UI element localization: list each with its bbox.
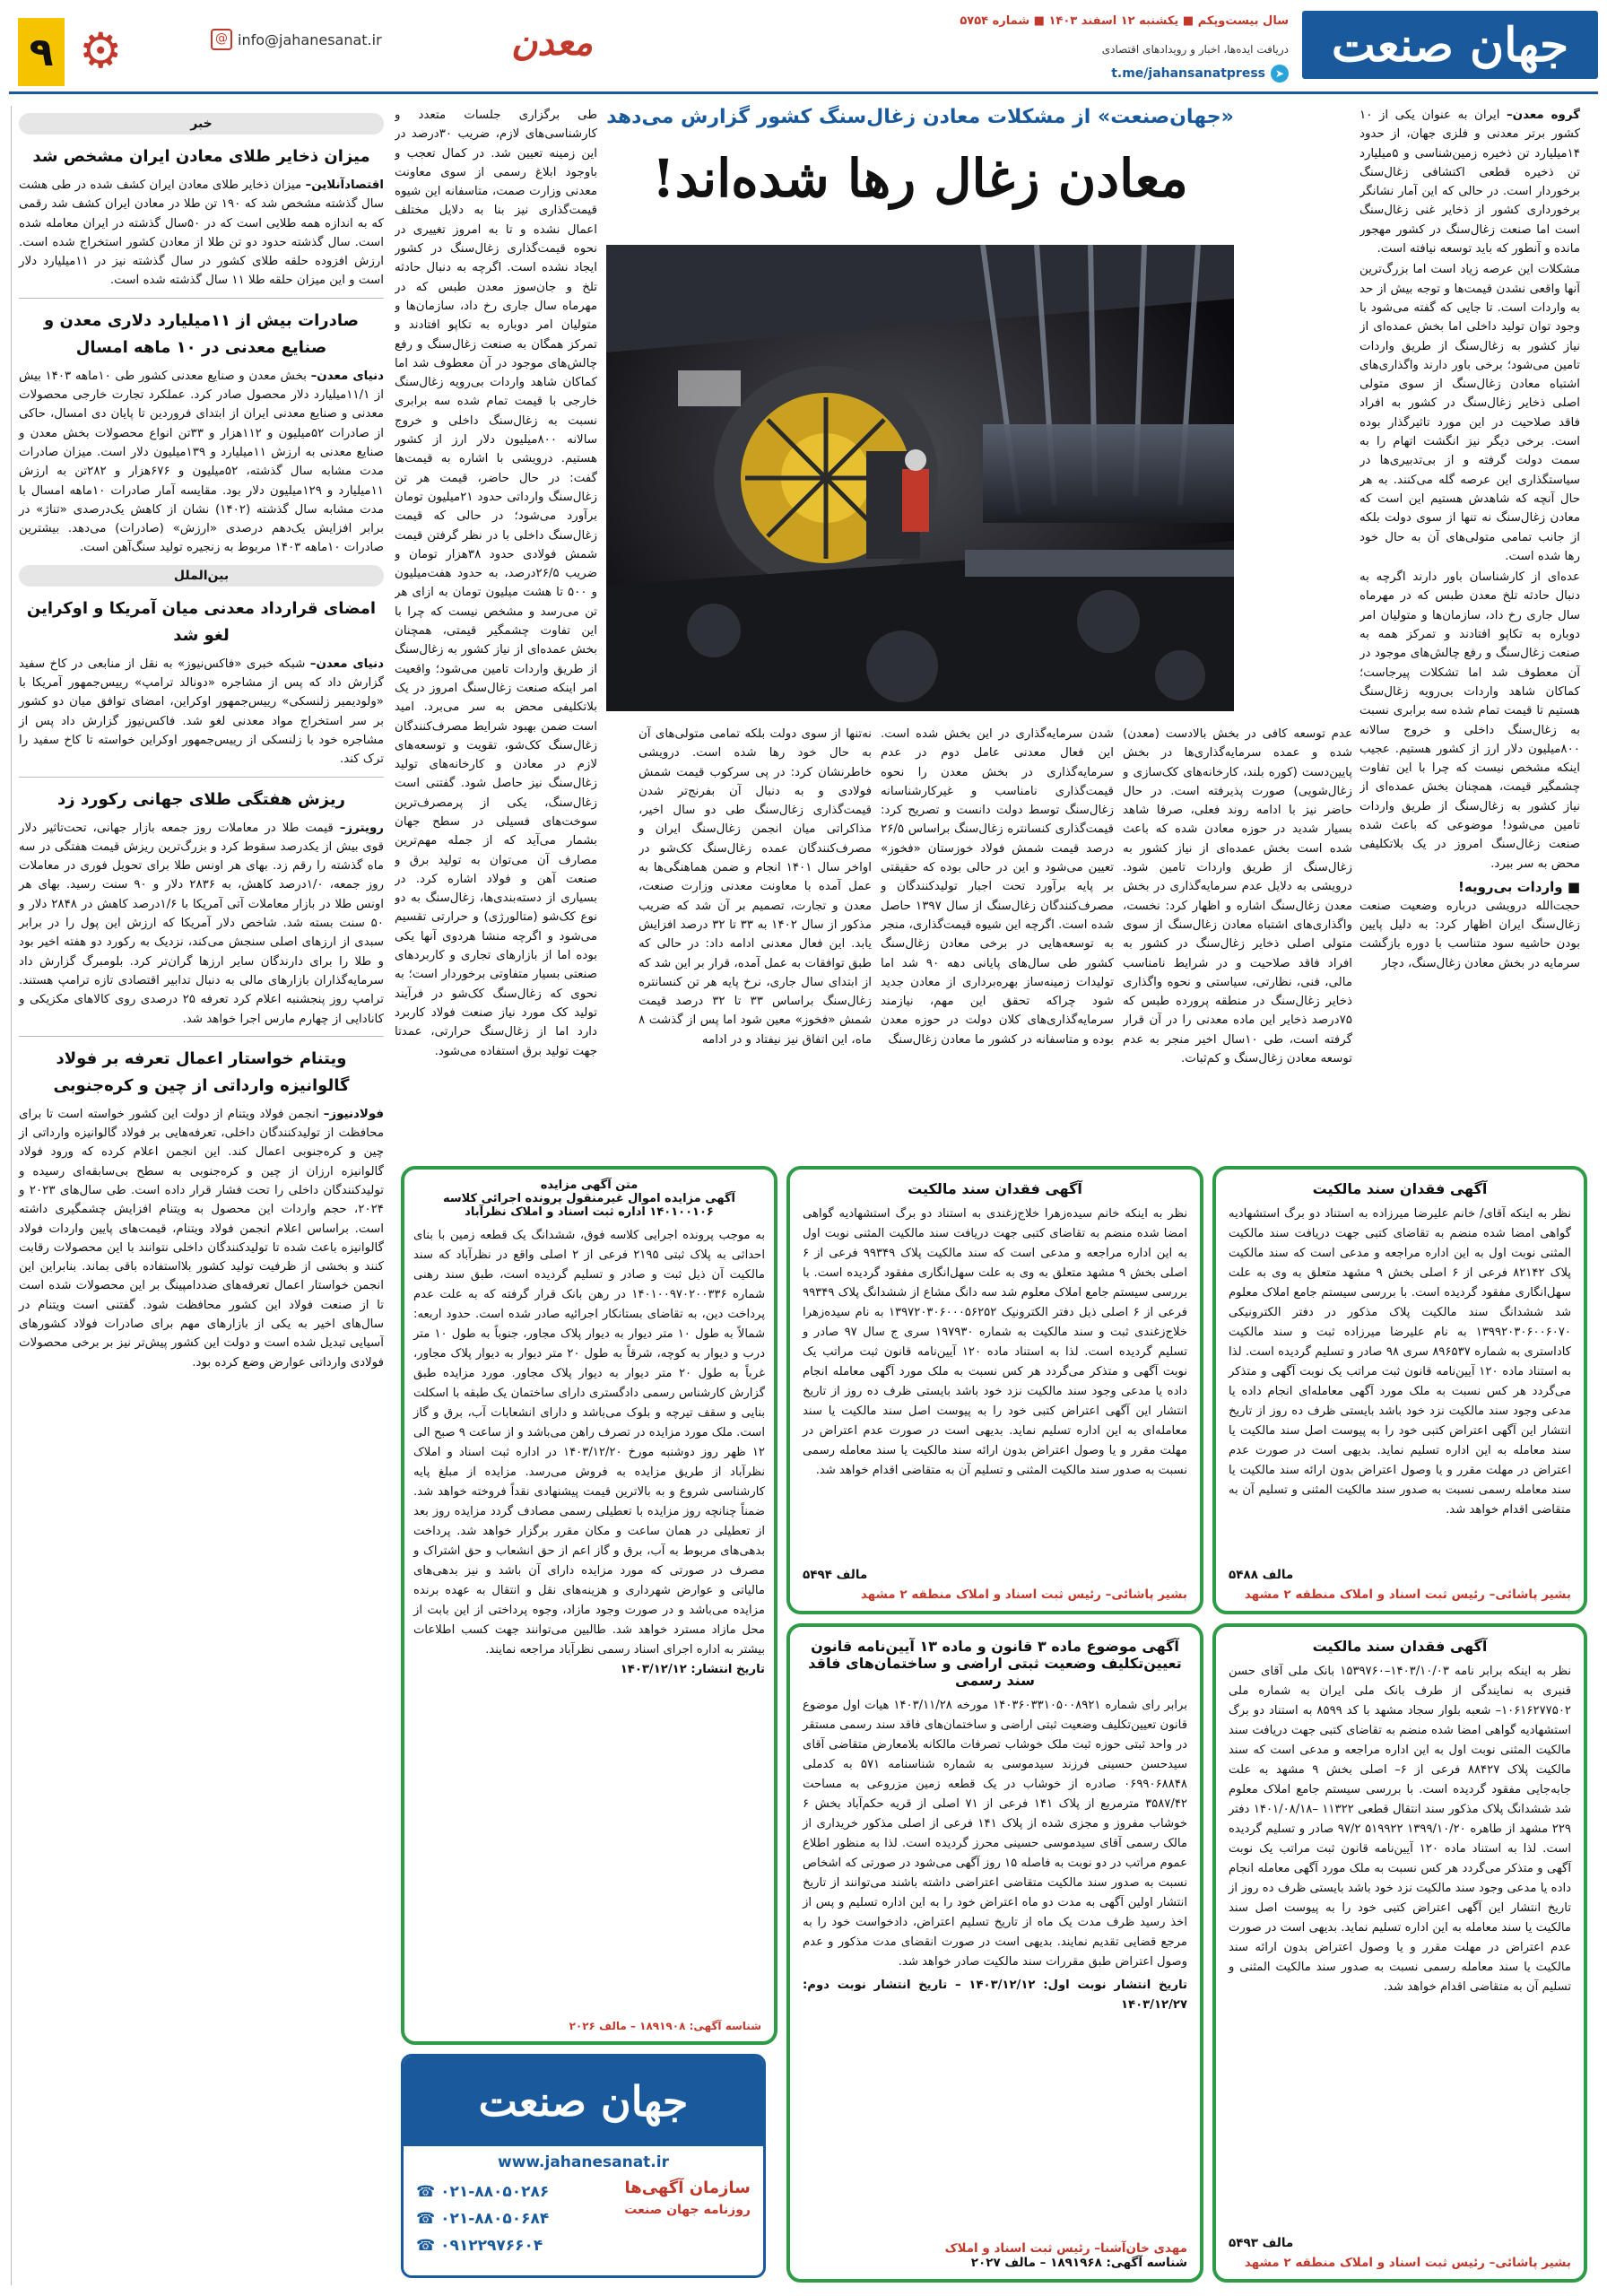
promo-label: روزنامه جهان صنعت (624, 2203, 751, 2217)
section-label-international: بین‌الملل (19, 565, 384, 587)
ad-number: شناسه آگهی: ۱۸۹۱۹۰۸ – مالف ۲۰۲۶ (569, 2020, 761, 2032)
news-title: میزان ذخایر طلای معادن ایران مشخص شد (32, 147, 370, 166)
article-column-2: عدم توسعه کافی در بخش بالادست (معدن) شده و عمده سرمایه‌گذاری‌ها در بخش پایین‌دست (کوره بلند، کارخانه‌های کک‌سازی و زغال‌شویی) صورت پذیرفته است. در حال حاضر نیز با ادامه روند فعلی، صرفا شاهد بسیار شدید در حوزه معادن شده که باعث شده است بخش عمده‌ای از نیاز کشور به زغال‌سنگ از طریق واردات تامین شود. درویشی به دلایل عدم سرمایه‌گذاری در بخش معدن زغال‌سنگ اشاره و اظهار کرد: نخست، واگذاری‌های اشتباه معادن زغال‌سنگ از سوی متولی اصلی ذخایر زغال‌سنگ در کشور به افراد فاقد صلاحیت و در شرایط نامناسب مالی، فنی، نظارتی، سیاستی و نحوه واگذاری ذخایر زغال‌سنگ در منطقه پرورده طبس که ۷۵درصد ذخایر این ماده معدنی را در آن قرار گرفته است، طی ۱۰سال اخیر منجر به عدم توسعه معادن زغال‌سنگ و کم‌ثبات. (1123, 727, 1352, 1066)
subscribe-line: دریافت ایده‌ها، اخبار و رویدادهای اقتصادی (1101, 43, 1289, 56)
ad-office-promo (401, 2054, 766, 2278)
ad-date: تاریخ انتشار: ۱۴۰۳/۱۲/۱۲ (620, 1663, 765, 1676)
phone-2[interactable]: ☎ ۰۲۱-۸۸۰۵۰۶۸۴ (416, 2210, 550, 2228)
phone-icon: ☎ (416, 2183, 441, 2201)
ad-number: مالف ۵۴۹۴ (803, 1568, 868, 1582)
ad-title: آگهی فقدان سند مالکیت (908, 1180, 1082, 1197)
email-icon: @ (211, 29, 232, 50)
article-heading (606, 106, 1234, 214)
ad-dates: تاریخ انتشار نوبت اول: ۱۴۰۳/۱۲/۱۲ – تاریخ انتشار نوبت دوم: ۱۴۰۳/۱۲/۲۷ (803, 1979, 1187, 2012)
ad-number: شناسه آگهی: ۱۸۹۱۹۶۸ – مالف ۲۰۲۷ (970, 2256, 1187, 2270)
ad-title: آگهی فقدان سند مالکیت (1312, 1638, 1488, 1655)
news-title: صادرات بیش از ۱۱میلیارد دلاری معدن و صنایع معدنی در ۱۰ ماهه امسال (44, 310, 359, 357)
ad-signature: مهدی خان‌آشنا– رئیس ثبت اسناد و املاک (944, 2241, 1187, 2256)
phone-3[interactable]: ☎ ۰۹۱۲۲۹۷۶۶۰۴ (416, 2237, 543, 2255)
phone-1[interactable]: ☎ ۰۲۱-۸۸۰۵۰۲۸۶ (416, 2183, 550, 2201)
masthead (9, 9, 1598, 94)
issue-info: سال بیست‌وپکم ■ یکشنبه ۱۲ اسفند ۱۴۰۳ ■ شماره ۵۷۵۴ (960, 14, 1289, 28)
telegram-icon: ➤ (1271, 65, 1289, 83)
ad-header: متن آگهی مزایده (540, 1178, 638, 1192)
ad-number: مالف ۵۴۹۳ (1229, 2236, 1294, 2250)
ad-lost-deed-2: آگهی فقدان سند مالکیت نظر به اینکه خانم سیده‌زهرا خلاج‌زغندی به استناد دو برگ استشهادیه گواهی امضا شده منضم به تقاضای کتبی جهت دریافت سند مالکیت المثنی نوبت اول به این اداره مراجعه و مدعی است که سند مالکیت پلاک ۹۹۳۴۹ فرعی از ۶ اصلی بخش ۹ مشهد متعلق به وی به علت سهل‌انگاری مفقود گردیده است. با بررسی سیستم جامع املاک معلوم شد سه دانگ مشاع از ششدانگ پلاک ۹۹۳۴۹ فرعی از ۶ اصلی ذیل دفتر الکترونیک ۱۳۹۷۲۰۳۰۶۰۰۰۵۶۲۵۲ به نام سیده‌زهرا خلاج‌زغندی ثبت و سند مالکیت به شماره ۱۹۷۹۳۰ سری ج سال ۹۷ صادر و تسلیم گردیده است. لذا به استناد ماده ۱۲۰ آیین‌نامه قانون ثبت مراتب یک نوبت آگهی و متذکر می‌گردد هر کس نسبت به ملک مورد آگهی معامله انجام داده یا مدعی وجود سند مالکیت نزد خود باشد بایستی ظرف ده روز از تاریخ انتشار این آگهی اعتراض کتبی خود را به پیوست اصل سند مالکیت یا سند معامله‌ای به این اداره تسلیم نماید. بدیهی است در صورت عدم اعتراض در مهلت مقرر و یا وصول اعتراض بدون ارائه سند مالکیت یا سند معامله رسمی نسبت به صدور سند مالکیت المثنی و تسلیم آن به متقاضی اقدام خواهد شد. مالف ۵۴۹۴ بشیر پاشائی– رئیس ثبت اسناد و املاک منطقه ۲ مشهد (786, 1166, 1203, 1614)
promo-label: سازمان آگهی‌ها (624, 2179, 751, 2197)
subheading-imports: ■ واردات بی‌رویه! (1458, 878, 1580, 895)
ad-land-registration: آگهی موضوع ماده ۳ قانون و ماده ۱۳ آیین‌نامه قانون تعیین‌تکلیف وضعیت ثبتی اراضی و ساختمان‌های فاقد سند رسمی برابر رای شماره ۱۴۰۳۶۰۳۳۱۰۵۰۰۸۹۲۱ مورخه ۱۴۰۳/۱۱/۲۸ هیات اول موضوع قانون تعیین‌تکلیف وضعیت ثبتی اراضی و ساختمان‌های فاقد سند رسمی مستقر در واحد ثبتی حوزه ثبت ملک خوشاب تصرفات مالکانه بلامعارض متقاضی آقای سیدحسن حسینی فرزند سیدموسی به شماره شناسنامه ۵۷۱ به کدملی ۰۶۹۹۰۶۸۸۴۸ صادره از خوشاب در یک قطعه زمین مزروعی به مساحت ۳۵۸۷/۴۲ مترمربع از پلاک ۱۴۱ فرعی از ۷۱ اصلی از قریه حکم‌آباد بخش ۶ خوشاب مفروز و مجزی شده از پلاک ۱۴۱ فرعی از اصلی مذکور خریداری از مالک رسمی آقای سیدموسی حسینی محرز گردیده است. لذا به منظور اطلاع عموم مراتب در دو نوبت به فاصله ۱۵ روز آگهی می‌شود در صورتی که اشخاص نسبت به صدور سند مالکیت متقاضی اعتراضی داشته باشند می‌توانند از تاریخ انتشار اولین آگهی به مدت دو ماه اعتراض خود را به این اداره تسلیم و پس از اخذ رسید ظرف مدت یک ماه از تاریخ تسلیم اعتراض، دادخواست خود را به مرجع قضایی تقدیم نمایند. بدیهی است در صورت انقضای مدت مذکور و عدم وصول اعتراض طبق مقررات سند مالکیت صادر خواهد شد. تاریخ انتشار نوبت اول: ۱۴۰۳/۱۲/۱۲ – تاریخ انتشار نوبت دوم: ۱۴۰۳/۱۲/۲۷ مهدی خان‌آشنا– رئیس ثبت اسناد و املاک شناسه آگهی: ۱۸۹۱۹۶۸ – مالف ۲۰۲۷ (786, 1623, 1203, 2283)
page-number: ۹ (18, 18, 65, 86)
news-title: ریزش هفتگی طلای جهانی رکورد زد (57, 789, 345, 809)
ad-lost-deed-1: آگهی فقدان سند مالکیت نظر به اینکه آقای/ خانم علیرضا میرزاده به استناد دو برگ استشهادیه گواهی امضا شده منضم به تقاضای کتبی جهت دریافت سند مالکیت المثنی نوبت اول به این اداره مراجعه و مدعی است که سند مالکیت پلاک ۸۲۱۴۲ فرعی از ۶ اصلی بخش ۹ مشهد متعلق به وی به علت سهل‌انگاری مفقود گردیده است. با بررسی سیستم جامع املاک معلوم شد ششدانگ سند مالکیت پلاک مذکور در دفتر الکترونیکی ۱۳۹۹۲۰۳۰۶۰۰۶۰۷۰ به نام علیرضا میرزاده ثبت و سند مالکیت کاداستری به شماره ۸۹۶۵۳۷ سری ۹۸ صادر و تسلیم گردیده است. لذا به استناد ماده ۱۲۰ آیین‌نامه قانون ثبت مراتب یک نوبت آگهی و متذکر می‌گردد هر کس نسبت به ملک مورد آگهی معامله‌ای انجام داده یا مدعی وجود سند مالکیت نزد خود باشد بایستی ظرف ده روز از تاریخ انتشار این آگهی اعتراض کتبی خود را به پیوست اصل سند مالکیت یا سند معامله به این اداره تسلیم نماید. بدیهی است در صورت عدم اعتراض در مهلت مقرر و یا وصول اعتراض بدون ارائه سند مالکیت یا سند معامله رسمی نسبت به صدور سند مالکیت المثنی و تسلیم آن به متقاضی اقدام خواهد شد. مالف ۵۴۸۸ بشیر پاشائی– رئیس ثبت اسناد و املاک منطقه ۲ مشهد (1212, 1166, 1587, 1614)
ad-signature: بشیر پاشائی– رئیس ثبت اسناد و املاک منطقه ۲ مشهد (1244, 1587, 1571, 1602)
article-column-5: طی برگزاری جلسات متعدد و کارشناسی‌های لازم، ضریب ۳۰درصد در این زمینه تعیین شد. در کمال تعجب و باوجود ابلاغ رسمی از سوی معاونت معدنی وزارت صمت، متاسفانه این شیوه قیمت‌گذاری نیز بنا به دلایل مختلف اعمال نشده و تا به امروز تغییری در نحوه قیمت‌گذاری زغال‌سنگ در کشور ایجاد نشده است. اگرچه به دنبال حادثه تلخ و جان‌سوز معدن طبس که در مهرماه سال جاری رخ داد، سازمان‌ها و متولیان امر دوباره به تکاپو افتادند و تمرکز همگان به صنعت زغال‌سنگ و رفع چالش‌های موجود در آن معطوف شد اما کماکان شاهد واردات بی‌رویه زغال‌سنگ خارجی با قیمت تمام شده سه برابری نسبت به زغال‌سنگ داخلی و خروج سالانه ۸۰۰میلیون دلار ارز از کشور هستیم. درویشی با اشاره به قیمت‌ها گفت: در حال حاضر، قیمت هر تن زغال‌سنگ وارداتی حدود ۲۱میلیون تومان برآورد می‌شود؛ در حالی که قیمت زغال‌سنگ داخلی با در نظر گرفتن قیمت شمش فولادی حدود ۳۸هزار تومان و ضریب ۲۶/۵درصد، به حدود هفت‌میلیون و ۵۰۰ تا هشت میلیون تومان به ازای هر تن می‌رسد و مشخص نیست که چرا با این تفاوت چشمگیر قیمتی، همچنان بخش عمده‌ای از نیاز کشور به زغال‌سنگ از طریق واردات تامین می‌شود؛ واقعیت امر اینکه صنعت زغال‌سنگ امروز در یک بلاتکلیفی محض به سر می‌برد. امید است ضمن بهبود شرایط مصرف‌کنندگان زغال‌سنگ کک‌شو، تقویت و توسعه‌های لازم در معادن و کارخانه‌های تولید زغال‌سنگ نیز حاصل شود. گفتنی است زغال‌سنگ، یکی از پرمصرف‌ترین سوخت‌های فسیلی در سطح جهان بشمار می‌آید که از جمله مهم‌ترین مصارف آن می‌توان به تولید برق و صنعت آهن و فولاد اشاره کرد. در بسیاری از دسته‌بندی‌ها، زغال‌سنگ به دو نوع کک‌شو (متالورژی) و حرارتی تقسیم می‌شود و اگرچه منشا هردوی آنها یکی بوده اما از بازارهای تجاری و کاربردهای صنعتی بسیار متفاوتی برخوردار است؛ به نحوی که زغال‌سنگ کک‌شو در فرآیند تولید کک مورد نیاز صنعت فولاد کاربرد دارد اما از زغال‌سنگ حرارتی، عمدتا جهت تولید برق استفاده می‌شود. (395, 109, 597, 1058)
phone-icon: ☎ (416, 2237, 441, 2255)
news-sidebar: خبر میزان ذخایر طلای معادن ایران مشخص شد اقتصادآنلاین– میزان ذخایر طلای معادن ایران کشف شده در طی هشت سال گذشته مشخص شد که ۱۹۰ تن طلا در معادن ایران کشف شد رقمی که به اندازه همه طلایی است که در ۵۰سال گذشته در ایران معامله شده است. سال گذشته حدود دو تن طلا از معادن کشور استخراج شده است. ارزش افزوده حلقه طلای کشور در سال گذشته نیز در ۱۱میلیارد دلار است و این میزان حلقه طلا ۱۱ سال گذشته شده است. صادرات بیش از ۱۱میلیارد دلاری معدن و صنایع معدنی در ۱۰ ماهه امسال دنیای معدن– بخش معدن و صنایع معدنی کشور طی ۱۰ماهه ۱۴۰۳ بیش از ۱۱/۱میلیارد دلار محصول صادر کرد. عملکرد تجارت خارجی محصولات معدنی و صنایع معدنی ایران از ابتدای فروردین تا پایان دی امسال، حاکی از صادرات ۵۲میلیون و ۱۱۲هزار و ۳۳تن انواع محصولات بخش معدن و صنایع معدنی به ارزش ۱۱میلیارد و ۱۳۹میلیون دلار است. میزان صادرات مدت مشابه سال گذشته، ۵۲میلیون و ۶۷۶هزار و ۲۸۲تن به ارزش ۱۱میلیارد و ۱۲۹میلیون دلار بود. مقایسه آمار صادرات ۱۰ماهه امسال با مدت مشابه سال گذشته (۱۴۰۲) نشان از کاهش یک‌درصدی «تناژ» در برابر افزایش یک‌دهم درصدی «ارزش» (صادرات) می‌دهد. بیشترین صادرات ۱۰ماهه ۱۴۰۳ مربوط به زنجیره تولید سنگ‌آهن است. بین‌الملل امضای قرارداد معدنی میان آمریکا و اوکراین لغو شد دنیای معدن– شبکه خبری «فاکس‌نیوز» به نقل از منابعی در کاخ سفید گزارش داد که پس از مشاجره «دونالد ترامپ» رییس‌جمهور آمریکا با «ولودیمیر زلنسکی» رییس‌جمهور اوکراین، امضای توافق میان دو کشور بر سر استخراج مواد معدنی لغو شد. فاکس‌نیوز گزارش داد پس از مشاجره خود با زلنسکی از رییس‌جمهور اوکراین خواسته تا کاخ سفید را ترک کند. ریزش هفتگی طلای جهانی رکورد زد رویترز– قیمت طلا در معاملات روز جمعه بازار جهانی، تحت‌تاثیر دلار قوی بیش از یکدرصد سقوط کرد و بزرگ‌ترین ریزش قیمت هفتگی در سه ماه گذشته را رقم زد. بهای هر اونس طلا برای تحویل فوری در معاملات روز جمعه، ۱/۰درصد کاهش، به ۲۸۳۶ دلار و ۹۰ سنت رسید. بهای هر اونس طلا در بازار معاملات آتی آمریکا با ۱/۶درصد کاهش در ۲۸۴۸ دلار و ۵۰ سنت بسته شد. شاخص دلار آمریکا که ارزش این پول را در برابر سبدی از ارزهای اصلی سنجش می‌کند، نزدیک به رکورد دو هفته اخیر بود و طلا را برای دارندگان سایر ارزها گران‌تر کرد. بلومبرگ گزارش داد سرمایه‌گذاران بازارهای مالی به دنبال تدابیر اقتصادی تازه ترامپ هستند. ترامپ روز پنجشنبه اعلام کرد تعرفه ۲۵ درصدی روی کالاهای مکزیکی و کانادایی از چهارم مارس اجرا خواهد شد. ویتنام خواستار اعمال تعرفه بر فولاد گالوانیزه وارداتی از چین و کره‌جنوبی فولادنیوز– انجمن فولاد ویتنام از دولت این کشور خواسته است تا برای محافظت از تولیدکنندگان داخلی، تعرفه‌هایی بر فولاد گالوانیزه وارداتی از چین و کره‌جنوبی اعمال کند. این انجمن اعلام کرده که ورود فولاد گالوانیزه ارزان از چین و کره‌جنوبی به سطح بی‌سابقه‌ای رسیده و تولیدکنندگان داخلی را تحت فشار قرار داده است. طی سال‌های ۲۰۲۳ و ۲۰۲۴، حجم واردات این محصول به ویتنام افزایش چشمگیری داشته است. براساس اعلام انجمن فولاد ویتنام، قیمت‌های پایین واردات فولاد گالوانیزه باعث شده تا تولیدکنندگان داخلی نتوانند با این محصولات رقابت کنند و بخشی از ظرفیت تولید کشور بلااستفاده باقی بماند. بنابراین این انجمن خواستار اعمال تعرفه‌های ضددامپینگ بر این محصولات شده است تا از صنعت فولاد این کشور محافظت شود. گفتنی است ویتنام در سال‌های اخیر به یکی از بازارهای مهم برای صادرات فولاد کشورهای آسیایی تبدیل شده است و دولت این کشور پیش‌تر نیز بر برخی محصولات فولادی وارداتی عوارض وضع کرده بود. (11, 106, 384, 2285)
phone-icon: ☎ (416, 2210, 441, 2228)
article-kicker: «جهان‌صنعت» از مشکلات معادن زغال‌سنگ کشور گزارش می‌دهد (606, 106, 1234, 128)
ad-title: آگهی مزایده اموال غیرمنقول پرونده اجرائی کلاسه ۱۴۰۱۰۰۱۰۶ اداره ثبت اسناد و املاک نظرآباد (443, 1192, 735, 1219)
mine-illustration (606, 245, 1234, 711)
ad-title: آگهی موضوع ماده ۳ قانون و ماده ۱۳ آیین‌نامه قانون تعیین‌تکلیف وضعیت ثبتی اراضی و ساختمان‌های فاقد سند رسمی (808, 1638, 1182, 1689)
article-column-4: نه‌تنها از سوی دولت بلکه تمامی متولی‌های آن به حال خود رها شده است. درویشی خاطرنشان کرد: در پی سرکوب قیمت شمش فولادی و به دنبال آن بفرنج‌تر شدن قیمت‌گذاری زغال‌سنگ طی دو سال اخیر، مذاکراتی میان انجمن زغال‌سنگ ایران و مصرف‌کنندگان عمده زغال‌سنگ کک‌شو در اواخر سال ۱۴۰۱ انجام و ضمن هماهنگی‌ها به عمل آمده با معاونت معدنی وزارت صنعت، معدن و تجارت، تصمیم بر آن شد که ضریب مذکور از سال ۱۴۰۲ به ۳۳ تا ۳۲ درصد افزایش یابد. این فعال معدنی ادامه داد: در حالی که طبق توافقات به عمل آمده، قرار بر این شد که از ابتدای سال جاری، نرخ پایه هر تن کنسانتره زغال‌سنگ براساس ۳۳ تا ۳۲ درصد قیمت شمش «فخوز» معین شود اما پس از گذشت ۸ ماه، این اتفاق نیز نیفتاد و در ادامه (638, 727, 872, 1047)
ad-signature: بشیر پاشائی– رئیس ثبت اسناد و املاک منطقه ۲ مشهد (1244, 2256, 1571, 2270)
ad-number: مالف ۵۴۸۸ (1229, 1568, 1294, 1582)
article-column-1b (1241, 106, 1351, 716)
article-column-1: گروه معدن– ایران به عنوان یکی از ۱۰ کشور برتر معدنی و فلزی جهان، از حدود ۱۴میلیارد تن ذخیره زمین‌شناسی و ۵میلیارد تن ذخیره قطعی اکتشافی زغال‌سنگ برخوردار است. در حالی که این آمار نشانگر برخورداری کشور از ذخایر غنی زغال‌سنگ است اما صنعت زغال‌سنگ در کشور مهجور مانده و آنطور که باید توسعه نیافته است. مشکلات این عرصه زیاد است اما بزرگ‌ترین آنها واقعی نشدن قیمت‌ها و توجه بیش از حد به واردات است. تا جایی که گفته می‌شود با وجود توان تولید داخلی اما بخش عمده‌ای از نیاز کشور به زغال‌سنگ از طریق واردات تامین می‌شود؛ برخی باور دارند واگذاری‌های اشتباه معادن زغال‌سنگ از سوی متولی اصلی ذخایر زغال‌سنگ در کشور به افراد فاقد صلاحیت در این مورد تاثیرگذار بوده است. برخی دیگر نیز انگشت اتهام را به سمت دولت گرفته و از بی‌تدبیری‌ها در سیاستگذاری این عرصه گله می‌کنند. به هر حال آنچه که شاهدش هستیم این است که معادن زغال‌سنگ نه تنها از سوی دولت بلکه از جانب تمامی متولی‌های آن به حال خود رها شده است. عده‌ای از کارشناسان باور دارند اگرچه به دنبال حادثه تلخ معدن طبس که در مهرماه سال جاری رخ داد، سازمان‌ها و متولیان امر دوباره به تکاپو افتادند و تمرکز همه به صنعت زغال‌سنگ و رفع چالش‌های موجود در آن معطوف شد اما تشکلات پیرجاست؛ کماکان شاهد واردات بی‌رویه زغال‌سنگ هستیم تا قیمت تمام شده سه برابری نسبت به زغال‌سنگ داخلی و خروج سالانه ۸۰۰میلیون دلار ارز از کشور هستیم. عجیب اینکه مشخص نیست که چرا با این تفاوت چشمگیر قیمت، همچنان بخش عمده‌ای از نیاز کشور به زغال‌سنگ از طریق واردات تامین می‌شود! موضوعی که باعث شده صنعت زغال‌سنگ امروز در یک بلاتکلیفی محض به سر ببرد. ■ واردات بی‌رویه! حجت‌الله درویشی درباره وضعیت صنعت زغال‌سنگ ایران اظهار کرد: به دلیل پایین بودن حاشیه سود متناسب با دوره بازگشت سرمایه در بخش معادن زغال‌سنگ، دچار (1359, 109, 1580, 970)
promo-website[interactable]: www.jahanesanat.ir (498, 2153, 669, 2171)
coal-mine-photo (606, 245, 1234, 711)
news-title: ویتنام خواستار اعمال تعرفه بر فولاد گالوانیزه وارداتی از چین و کره‌جنوبی (53, 1048, 350, 1095)
article-column-3: شدن سرمایه‌گذاری در این بخش شده است. این فعال معدنی عامل دوم در عدم سرمایه‌گذاری در بخش معدن را نحوه قیمت‌گذاری نامناسب و غیرکارشناسانه زغال‌سنگ توسط دولت دانست و تصریح کرد: قیمت‌گذاری کنسانتره زغال‌سنگ براساس ۲۶/۵ درصد قیمت شمش فولاد خوزستان «فخوز» تعیین می‌شود و این در حالی بوده که حقیقتی بر پایه برآورد تحت اجبار تولیدکنندگان و مصرف‌کنندگان زغال‌سنگ از سال ۱۳۹۷ حاصل شده است. اگرچه این شیوه قیمت‌گذاری، منجر به توسعه‌هایی در برخی معادن زغال‌سنگ کشور طی سال‌های پایانی دهه ۹۰ شد اما تولیدات زمینه‌ساز بهره‌برداری از معادن جدید شود چراکه تحقق این مهم، نیازمند سرمایه‌گذاری‌های کلان دولت در حوزه معدن بوده و متاسفانه در کشور ما معادن زغال‌سنگ (881, 727, 1114, 1047)
gear-icon: ⚙ (79, 22, 123, 79)
news-title: امضای قرارداد معدنی میان آمریکا و اوکراین لغو شد (26, 598, 377, 645)
ad-signature: بشیر پاشائی– رئیس ثبت اسناد و املاک منطقه ۲ مشهد (860, 1587, 1187, 1602)
ad-lost-deed-3: آگهی فقدان سند مالکیت نظر به اینکه برابر نامه ۱۴۰۳/۱۰/۰۳–۱۵۳۹۷۶۰ بانک ملی آقای حسن قنبری به نمایندگی از طرف بانک ملی ایران به شماره ملی ۱۰۶۱۶۲۷۷۵۰۲– شعبه بلوار سجاد مشهد با کد ۸۵۹۹ به استناد دو برگ استشهادیه گواهی امضا شده منضم به تقاضای کتبی جهت دریافت سند مالکیت المثنی نوبت اول به این اداره مراجعه و مدعی است که سند مالکیت پلاک ۸۸۴۲۷ فرعی از ۶– اصلی بخش ۹ مشهد به علت جابه‌جایی مفقود گردیده است. با بررسی سیستم جامع املاک معلوم شد ششدانگ پلاک مذکور سند انتقال قطعی ۱۱۳۲۲ –۱۴۰۱/۰۸/۱۸ دفتر ۲۲۹ مشهد از طاهره ۱۳۹۹/۱۰/۲۰ ۵۱۹۹۲۲ ۹۷/۲ صادر و تسلیم گردیده است. لذا به استناد ماده ۱۲۰ آیین‌نامه قانون ثبت مراتب یک نوبت آگهی و متذکر می‌گردد هر کس نسبت به ملک مورد آگهی معامله انجام داده یا مدعی وجود سند مالکیت نزد خود باشد بایستی ظرف ده روز از تاریخ انتشار این آگهی اعتراض کتبی خود را به پیوست اصل سند مالکیت یا سند معامله به این اداره تسلیم نماید. بدیهی است در صورت عدم اعتراض در مهلت مقرر و یا وصول اعتراض بدون ارائه سند مالکیت یا سند معامله رسمی نسبت به صدور سند مالکیت المثنی و تسلیم آن به متقاضی اقدام خواهد شد. مالف ۵۴۹۳ بشیر پاشائی– رئیس ثبت اسناد و املاک منطقه ۲ مشهد (1212, 1623, 1587, 2283)
ad-title: آگهی فقدان سند مالکیت (1312, 1180, 1488, 1197)
newspaper-logo: جهان صنعت (1302, 11, 1598, 79)
article-headline: معادن زغال رها شده‌اند! (652, 148, 1188, 209)
section-label-news: خبر (19, 113, 384, 135)
email-link[interactable]: info@jahanesanat.ir @ (211, 29, 382, 50)
section-title: معدن (511, 22, 594, 64)
ad-auction: متن آگهی مزایده آگهی مزایده اموال غیرمنقول پرونده اجرائی کلاسه ۱۴۰۱۰۰۱۰۶ اداره ثبت اسناد و املاک نظرآباد به موجب پرونده اجرایی کلاسه فوق، ششدانگ یک قطعه زمین با بنای احداثی به پلاک ثبتی ۲۱۹۵ فرعی از ۲ اصلی واقع در نظرآباد که سند مالکیت آن ذیل ثبت و صادر و تسلیم گردیده است، طبق سند رهنی شماره ۱۴۰۱۰۰۹۷۰۲۰۰۳۳۶ در رهن بانک قرار گرفته که به علت عدم پرداخت دین، به تقاضای بستانکار اجرائیه صادر شده است. حدود اربعه: شمالاً به طول ۱۰ متر دیوار به دیوار پلاک مجاور، جنوباً به طول ۱۰ متر درب و دیوار به کوچه، شرقاً به طول ۲۰ متر دیوار به دیوار پلاک مجاور، غرباً به طول ۲۰ متر دیوار به دیوار پلاک مجاور. مورد مزایده طبق گزارش کارشناس رسمی دادگستری دارای ساختمان یک طبقه با اسکلت بنایی و سقف تیرچه و بلوک می‌باشد و دارای انشعابات آب، برق و گاز است. ملک مورد مزایده در تصرف راهن می‌باشد و از ساعت ۹ صبح الی ۱۲ ظهر روز دوشنبه مورخ ۱۴۰۳/۱۲/۲۰ در اداره ثبت اسناد و املاک نظرآباد از طریق مزایده به فروش می‌رسد. مزایده از مبلغ پایه کارشناسی شروع و به بالاترین قیمت پیشنهادی نقداً فروخته خواهد شد. ضمناً چنانچه روز مزایده با تعطیلی رسمی مصادف گردد مزایده روز بعد از تعطیلی در همان ساعت و مکان مقرر برگزار خواهد شد. پرداخت بدهی‌های مربوط به آب، برق و گاز اعم از حق انشعاب و حق اشتراک و مصرف در صورتی که مورد مزایده دارای آن باشد و نیز بدهی‌های مالیاتی و عوارض شهرداری و هزینه‌های نقل و انتقال به عهده برنده مزایده می‌باشد و در صورت وجود مازاد، وجوه پرداختی از این بابت از محل مازاد مسترد خواهد شد. طالبین می‌توانند جهت کسب اطلاعات بیشتر به اداره اجرای اسناد رسمی نظرآباد مراجعه نمایند. تاریخ انتشار: ۱۴۰۳/۱۲/۱۲ شناسه آگهی: ۱۸۹۱۹۰۸ – مالف ۲۰۲۶ (401, 1166, 777, 2045)
telegram-link[interactable]: ➤ t.me/jahansanatpress (1111, 65, 1289, 83)
promo-logo: جهان صنعت (404, 2057, 763, 2146)
